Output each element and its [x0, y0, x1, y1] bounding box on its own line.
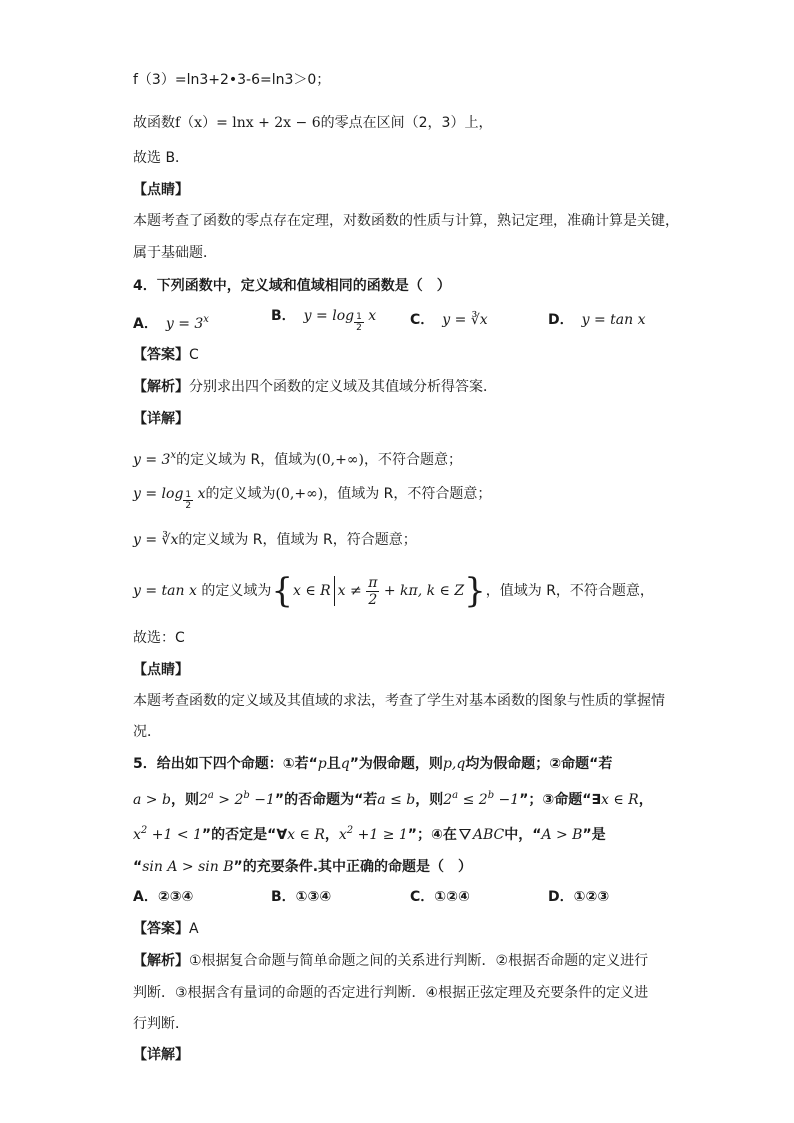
section-label: 【点睛】	[133, 662, 189, 678]
analysis: 【解析】分别求出四个函数的定义域及其值域分析得答案．	[133, 379, 497, 395]
text-line: 属于基础题．	[133, 245, 217, 261]
text-line: y = ∛x的定义域为 R，值域为 R，符合题意；	[133, 532, 417, 548]
analysis: 判断．③根据含有量词的命题的否定进行判断．④根据正弦定理及充要条件的定义进	[133, 985, 649, 1001]
option-b: B．①③④	[271, 889, 332, 905]
text-line: f（3）=ln3+2•3-6=ln3＞0；	[133, 72, 331, 88]
text-line: 故函数f（x）= lnx + 2x − 6的零点在区间（2，3）上，	[133, 115, 493, 131]
option-c: C． y = ∛x	[410, 312, 488, 328]
answer: 【答案】A	[133, 921, 199, 937]
text-line: 本题考查了函数的零点存在定理，对数函数的性质与计算，熟记定理，准确计算是关键，	[133, 213, 679, 229]
question-5: a > b，则$2^a > 2^b -1$”的否命题为“若a ≤ b，则$2^a \le 2^b -1$”；③命题“∃x ∈ R，	[133, 790, 653, 808]
analysis: 【解析】①根据复合命题与简单命题之间的关系进行判断．②根据否命题的定义进行	[133, 953, 649, 969]
formula: f（x）= lnx + 2x − 6	[175, 115, 321, 131]
option-c: C．①②④	[410, 889, 470, 905]
section-label: 【详解】	[133, 1047, 189, 1063]
option-a: A．②③④	[133, 889, 194, 905]
analysis: 行判断．	[133, 1016, 189, 1032]
question-5: 5．给出如下四个命题：①若“p且q”为假命题，则p,q均为假命题；②命题“若	[133, 756, 613, 772]
text-line: y = log $\frac{1}{2}$ x的定义域为(0,+∞)，值域为 R，不符合题意；	[133, 486, 492, 511]
question-4: 4．下列函数中，定义域和值域相同的函数是（ ）	[133, 278, 451, 294]
text-line: 故选 B．	[133, 150, 190, 166]
answer: 【答案】C	[133, 347, 199, 363]
section-label: 【点睛】	[133, 182, 189, 198]
option-d: D． y = tan x	[548, 312, 646, 328]
text-line: 本题考查函数的定义域及其值域的求法，考查了学生对基本函数的图象与性质的掌握情	[133, 693, 665, 709]
text-line: 况．	[133, 724, 161, 740]
option-a: A． $y = 3^x$	[133, 314, 209, 332]
text-line: 故选：C	[133, 630, 185, 646]
section-label: 【详解】	[133, 411, 189, 427]
question-5: $x^2 +1 < 1$”的否定是“∀x ∈ R，$x^2 +1 \ge 1$”；④在 ABC中，“A > B”是	[133, 825, 606, 843]
option-b: B． y = log $\frac{1}{2}$ x	[271, 308, 377, 333]
question-5: “sin A > sin B”的充要条件.其中正确的命题是（ ）	[133, 859, 473, 875]
option-d: D．①②③	[548, 889, 610, 905]
text-line: y = tan x 的定义域为{x ∈ R x ≠ $\frac{\pi}{2}$ + kπ, k ∈ Z}，值域为 R，不符合题意，	[133, 571, 654, 611]
text-line: $y = 3^x$的定义域为 R，值域为(0,+∞)，不符合题意；	[133, 450, 462, 468]
